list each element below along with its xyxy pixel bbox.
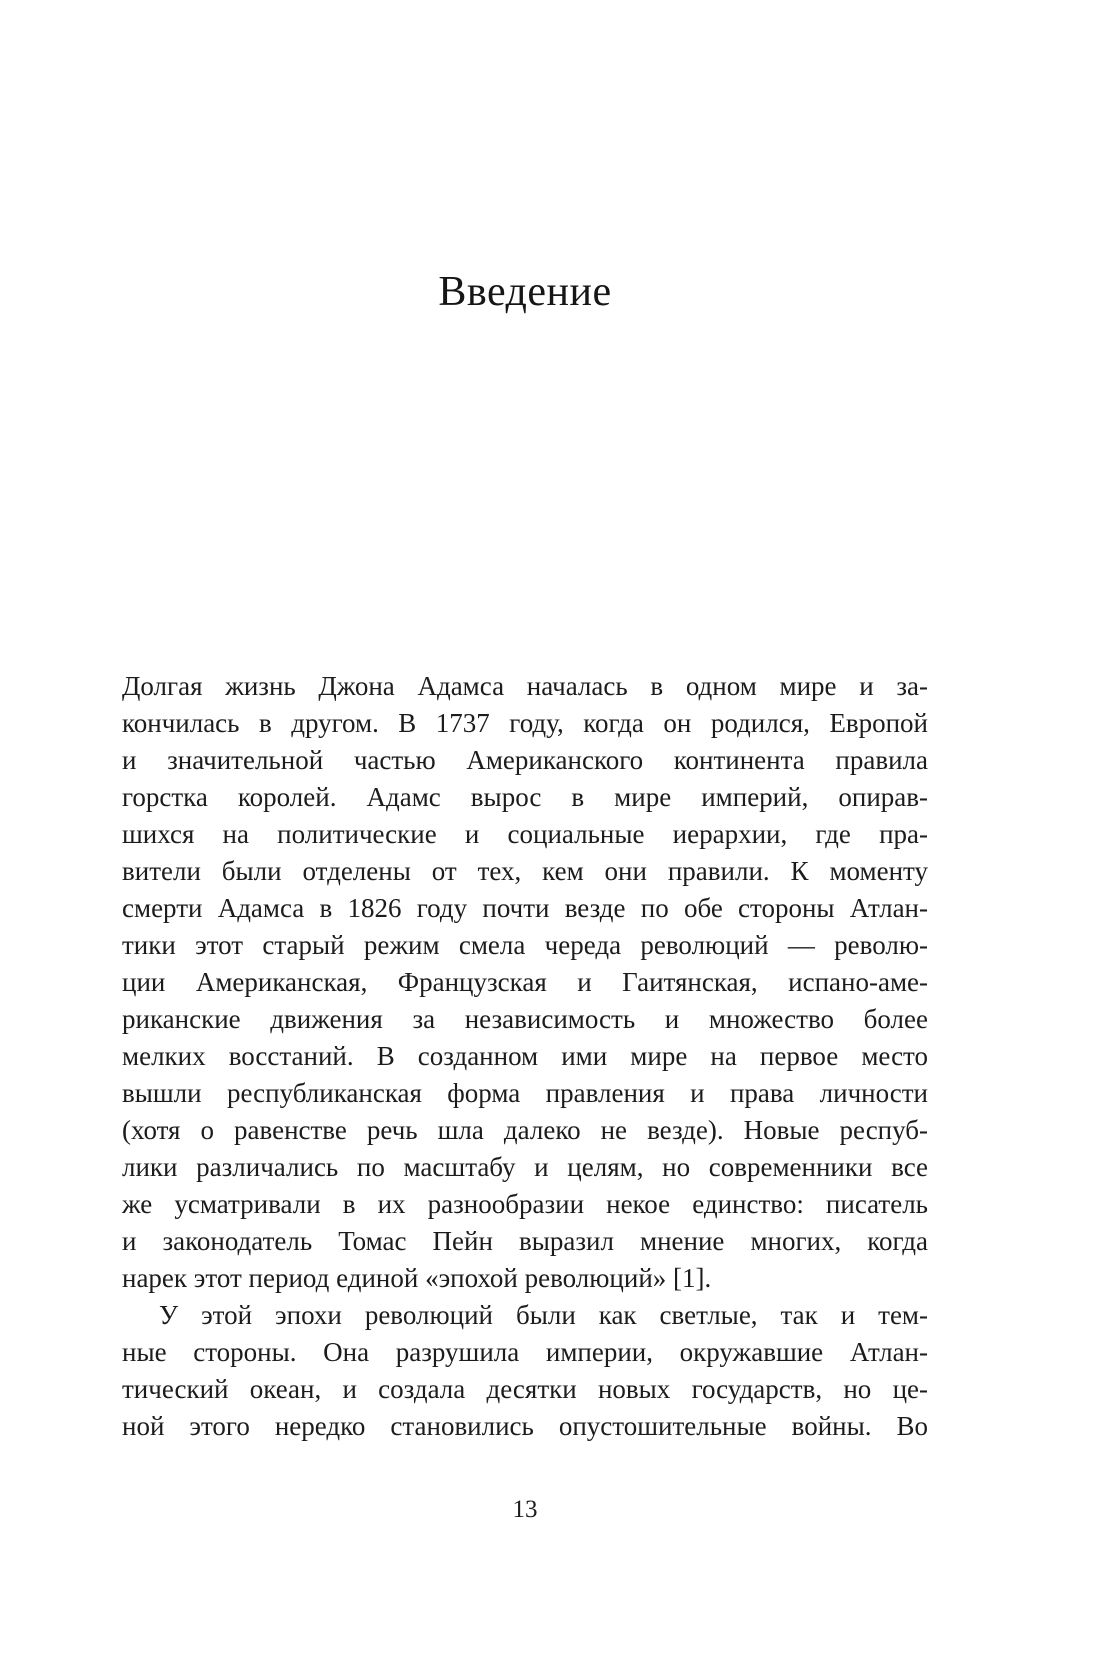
text-line: У этой эпохи революций были как светлые, так и тем- xyxy=(159,1300,928,1330)
text-line: риканские движения за независимость и множество более xyxy=(122,1004,928,1034)
text-line: шихся на политические и социальные иерархии, где пра- xyxy=(122,819,928,849)
text-line: смерти Адамса в 1826 году почти везде по обе стороны Атлан- xyxy=(122,893,928,923)
text-line: мелких восстаний. В созданном ими мире на первое место xyxy=(122,1041,928,1071)
text-line: ции Американская, Французская и Гаитянская, испано-аме- xyxy=(122,967,928,997)
text-line: ные стороны. Она разрушила империи, окружавшие Атлан- xyxy=(122,1337,928,1367)
text-line: же усматривали в их разнообразии некое единство: писатель xyxy=(122,1189,928,1219)
text-line: ной этого нередко становились опустошительные войны. Во xyxy=(122,1411,928,1441)
text-line: лики различались по масштабу и целям, но современники все xyxy=(122,1152,928,1182)
chapter-title: Введение xyxy=(438,269,612,315)
body-text xyxy=(122,668,928,1445)
text-line: тический океан, и создала десятки новых государств, но це- xyxy=(122,1374,928,1404)
text-line: (хотя о равенстве речь шла далеко не везде). Новые респуб- xyxy=(122,1115,928,1145)
text-line: нарек этот период единой «эпохой революций» [1]. xyxy=(122,1263,712,1293)
text-line: Долгая жизнь Джона Адамса началась в одном мире и за- xyxy=(122,671,928,701)
text-line: тики этот старый режим смела череда революций — револю- xyxy=(122,930,928,960)
text-line: кончилась в другом. В 1737 году, когда он родился, Европой xyxy=(122,708,928,738)
text-line: и законодатель Томас Пейн выразил мнение многих, когда xyxy=(122,1226,928,1256)
page-number: 13 xyxy=(512,1496,538,1523)
text-line: и значительной частью Американского континента правила xyxy=(122,745,928,775)
text-line: горстка королей. Адамс вырос в мире империй, опирав- xyxy=(122,782,928,812)
text-line: вышли республиканская форма правления и права личности xyxy=(122,1078,928,1108)
text-line: вители были отделены от тех, кем они правили. К моменту xyxy=(122,856,928,886)
